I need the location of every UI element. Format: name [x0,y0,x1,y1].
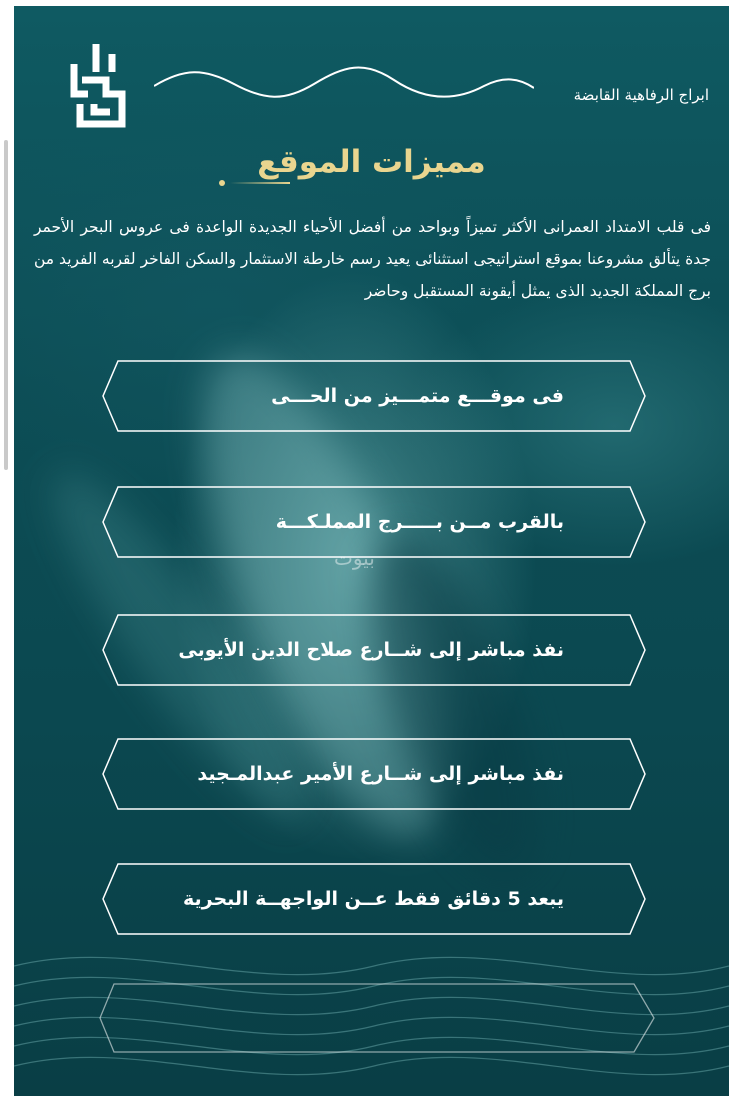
brochure-panel [14,6,729,1096]
brand-name: ابراج الرفاهية القابضة [573,86,709,104]
feature-label: فى موقـــع متمـــيز من الحـــى [271,385,564,407]
feature-card [100,612,648,688]
intro-paragraph: فى قلب الامتداد العمرانى الأكثر تميزاً وبواحد من أفضل الأحياء الجديدة الواعدة فى عروس البحر الأحمر جدة يتألق مشروعنا بموقع استراتيجى استثنائى يعيد رسم خارطة الاستثمار والسكن الفاخر لقربه الفريد من برج المملكة الجديد الذى يمثل أيقونة المستقبل وحاضر [34,218,711,300]
feature-card [100,358,648,434]
feature-label: يبعد 5 دقائق فقط عــن الواجهــة البحرية [182,888,564,910]
decorative-wave [154,58,534,108]
scrollbar[interactable] [4,140,8,470]
feature-label: بالقرب مــن بـــــرج المملـكـــة [275,511,564,533]
title-underline [230,182,290,184]
feature-card [100,736,648,812]
feature-label: نفذ مباشر إلى شــارع الأمير عبدالمـجيد [197,763,564,785]
feature-label: نفذ مباشر إلى شــارع صلاح الدين الأيوبى [178,639,564,661]
page-title: مميزات الموقع [257,144,486,180]
title-decoration-dot [219,180,225,186]
watermark: بيوت [334,546,375,570]
brand-logo-icon [66,42,128,128]
decorative-pattern [14,906,729,1096]
